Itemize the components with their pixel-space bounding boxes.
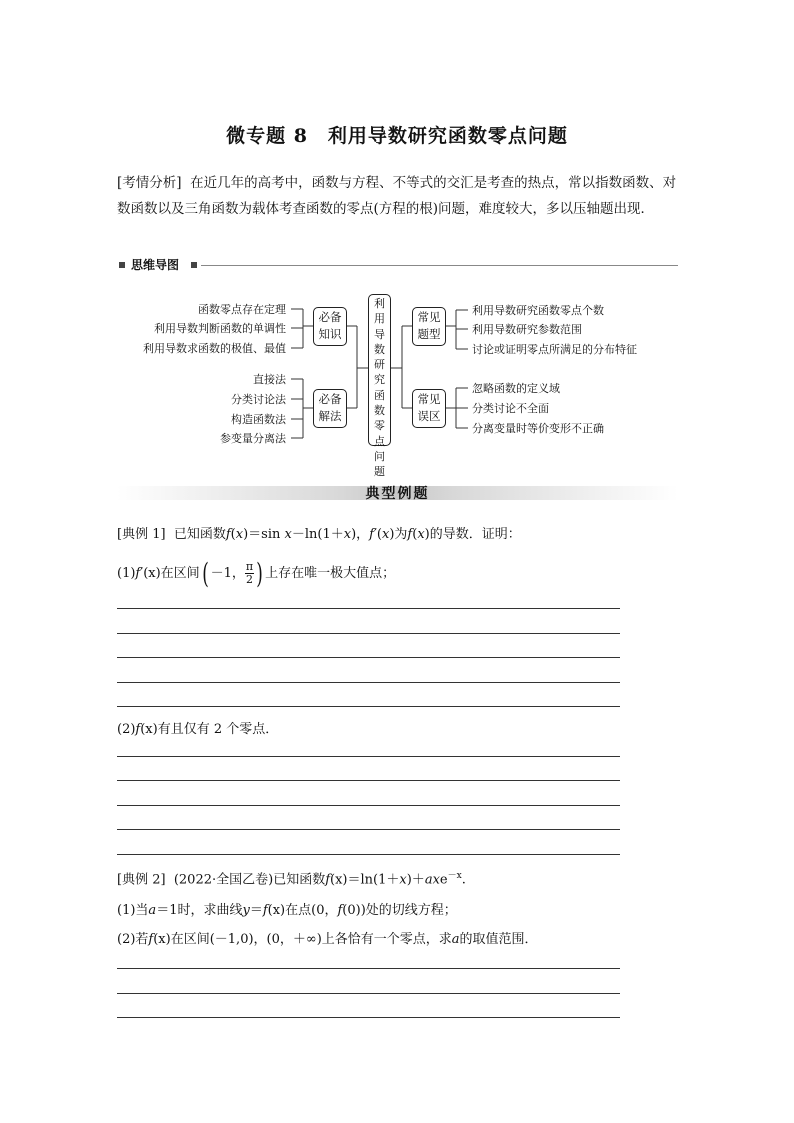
example1-q1 bbox=[117, 552, 395, 596]
stem-text: 在区间(－1,0)，(0，＋∞)上各恰有一个零点，求 bbox=[170, 932, 452, 947]
stem-text: ＝ln(1＋ bbox=[347, 872, 400, 888]
example2-source: (2022·全国乙卷) bbox=[173, 872, 274, 888]
mindmap-box-pitfalls: 常见误区 bbox=[412, 389, 446, 428]
mindmap-center-label: 利用导数研究函数零点问题 bbox=[374, 297, 385, 479]
math-x: x bbox=[343, 527, 352, 542]
mindmap-node: 分类讨论不全面 bbox=[472, 402, 549, 415]
math-x: x bbox=[235, 527, 244, 542]
math-f: f bbox=[325, 872, 331, 888]
stem-text: 在点(0， bbox=[285, 903, 338, 918]
stem-text: . bbox=[461, 872, 466, 888]
answer-line[interactable] bbox=[117, 608, 620, 609]
answer-line[interactable] bbox=[117, 706, 620, 707]
stem-text: ＝1时，求曲线 bbox=[156, 903, 243, 918]
example1-label: [典例 1] bbox=[117, 527, 166, 542]
answer-line[interactable] bbox=[117, 780, 620, 781]
math-x: x bbox=[417, 527, 425, 542]
stem-text: 有且仅有 2 个零点． bbox=[157, 722, 279, 737]
example1-q2 bbox=[117, 718, 278, 737]
stem-text: －ln(1＋ bbox=[291, 527, 344, 542]
math-fprime: f′ bbox=[369, 527, 377, 542]
math-fprime: f′ bbox=[135, 566, 144, 581]
right-paren-icon: ) bbox=[256, 556, 263, 590]
stem-text: )， bbox=[351, 527, 370, 542]
math-f: f bbox=[407, 527, 413, 542]
stem-text: ( bbox=[376, 527, 382, 542]
answer-line[interactable] bbox=[117, 805, 620, 806]
stem-text: －1， bbox=[210, 566, 245, 581]
question-number: (2) bbox=[117, 722, 136, 737]
section-banner bbox=[117, 482, 678, 504]
math-ax: ax bbox=[424, 872, 440, 888]
math-a: a bbox=[451, 932, 460, 947]
math-x: x bbox=[284, 527, 292, 542]
mindmap-node: 讨论或证明零点所满足的分布特征 bbox=[472, 343, 637, 356]
question-number: (2)若 bbox=[117, 932, 149, 947]
example2-stem bbox=[117, 868, 466, 887]
stem-text: 在区间 bbox=[160, 566, 200, 581]
math-f: f bbox=[148, 932, 154, 947]
stem-text: )＋ bbox=[406, 872, 425, 888]
answer-line[interactable] bbox=[117, 633, 620, 634]
math-x: x bbox=[399, 872, 407, 888]
stem-text: (x) bbox=[267, 903, 286, 918]
stem-text: 上存在唯一极大值点； bbox=[265, 566, 396, 581]
stem-text: 的导数．证明： bbox=[429, 527, 521, 542]
stem-text: 为 bbox=[394, 527, 408, 542]
mindmap-node: 函数零点存在定理 bbox=[198, 303, 286, 316]
example2-label: [典例 2] bbox=[117, 872, 166, 888]
answer-line[interactable] bbox=[117, 968, 620, 969]
math-e: e bbox=[439, 872, 448, 888]
section-banner-label: 典型例题 bbox=[365, 486, 430, 502]
answer-line[interactable] bbox=[117, 657, 620, 658]
stem-text: ) bbox=[389, 527, 395, 542]
stem-text: 已知函数 bbox=[173, 527, 226, 542]
mindmap-node: 直接法 bbox=[253, 373, 286, 386]
answer-line[interactable] bbox=[117, 829, 620, 830]
mindmap-node: 利用导数判断函数的单调性 bbox=[154, 322, 286, 335]
math-x: x bbox=[381, 527, 390, 542]
answer-line[interactable] bbox=[117, 1017, 620, 1018]
mindmap-node: 利用导数求函数的极值、最值 bbox=[143, 342, 286, 355]
math-f: f bbox=[225, 527, 231, 542]
analysis-label: [考情分析] bbox=[117, 175, 182, 191]
stem-text: ) bbox=[424, 527, 430, 542]
mindmap-node: 构造函数法 bbox=[231, 413, 286, 426]
answer-line[interactable] bbox=[117, 993, 620, 994]
stem-text: ) bbox=[243, 527, 249, 542]
mindmap-node: 分类讨论法 bbox=[231, 393, 286, 406]
stem-text: ( bbox=[412, 527, 418, 542]
stem-text: (x) bbox=[140, 722, 158, 737]
mindmap-box-methods: 必备解法 bbox=[313, 389, 347, 428]
math-f: f bbox=[135, 722, 141, 737]
stem-text: (0))处的切线方程； bbox=[342, 903, 457, 918]
mindmap-heading: 思维导图 bbox=[131, 258, 180, 272]
stem-text: 的取值范围． bbox=[459, 932, 538, 947]
answer-line[interactable] bbox=[117, 756, 620, 757]
stem-text: (x) bbox=[330, 872, 348, 888]
mindmap-node: 参变量分离法 bbox=[220, 432, 286, 445]
example1-stem bbox=[117, 523, 521, 542]
math-f: f bbox=[337, 903, 343, 918]
mindmap-node: 分离变量时等价变形不正确 bbox=[472, 422, 604, 435]
stem-text: (x) bbox=[143, 566, 161, 581]
example2-q1 bbox=[117, 899, 457, 918]
fraction-numerator: π bbox=[245, 560, 254, 573]
answer-line[interactable] bbox=[117, 854, 620, 855]
math-exponent: －x bbox=[447, 871, 462, 881]
example2-q2 bbox=[117, 928, 538, 947]
mindmap-box-knowledge: 必备知识 bbox=[313, 307, 347, 346]
mindmap-node: 利用导数研究函数零点个数 bbox=[472, 304, 604, 317]
stem-text: ( bbox=[230, 527, 236, 542]
left-paren-icon: ( bbox=[201, 556, 209, 590]
math-a: a bbox=[148, 903, 157, 918]
question-number: (1) bbox=[117, 566, 136, 581]
stem-text: ＝ bbox=[249, 903, 263, 918]
analysis-text: 在近几年的高考中，函数与方程、不等式的交汇是考查的热点，常以指数函数、对数函数以及三角函数为载体考查函数的零点(方程的根)问题，难度较大，多以压轴题出现． bbox=[117, 175, 677, 217]
stem-text: ＝sin bbox=[248, 527, 285, 542]
stem-text: (x) bbox=[153, 932, 171, 947]
mindmap-node: 利用导数研究参数范围 bbox=[472, 323, 582, 336]
math-y: y bbox=[242, 903, 250, 918]
mindmap-box-types: 常见题型 bbox=[412, 307, 446, 346]
question-number: (1)当 bbox=[117, 903, 149, 918]
math-f: f bbox=[262, 903, 268, 918]
page-title: 微专题 8 利用导数研究函数零点问题 bbox=[226, 125, 568, 147]
fraction-denominator: 2 bbox=[246, 573, 254, 586]
mindmap-center-box bbox=[368, 294, 391, 479]
fraction bbox=[245, 561, 254, 586]
stem-text: 已知函数 bbox=[273, 872, 326, 888]
mindmap-node: 忽略函数的定义域 bbox=[472, 382, 560, 395]
answer-line[interactable] bbox=[117, 682, 620, 683]
